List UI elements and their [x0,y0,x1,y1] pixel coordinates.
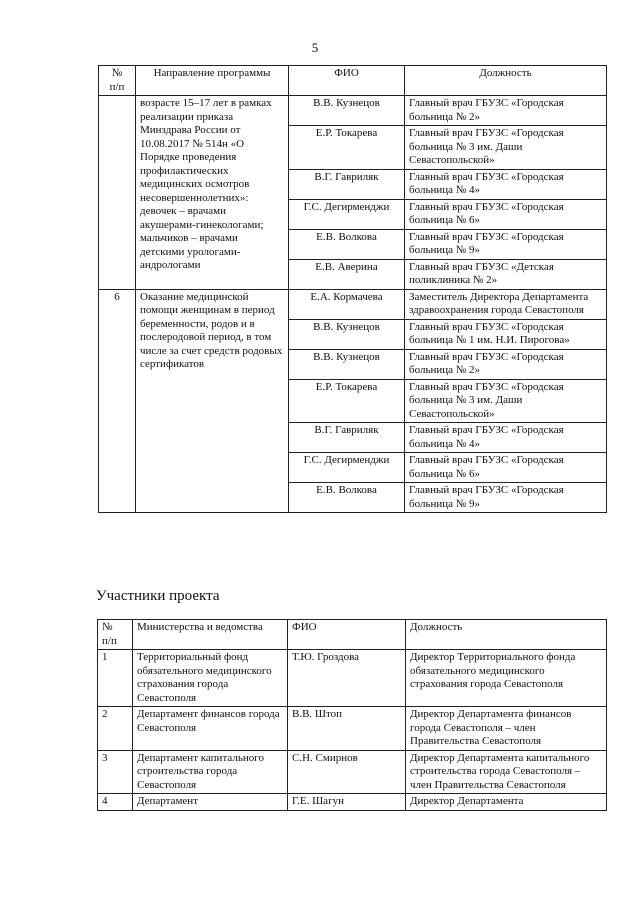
table-row [98,707,607,751]
person-fio: В.В. Кузнецов [289,319,405,349]
person-position: Главный врач ГБУЗС «Городская больница № 4» [405,169,607,199]
row-position: Директор Департамента капитального строительства города Севастополя – член Правительства Севастополя [406,750,607,794]
row-ministry: Департамент финансов города Севастополя [133,707,288,751]
header-ministry: Министерства и ведомства [133,620,288,650]
row-fio: Т.Ю. Гроздова [288,650,406,707]
header-fio: ФИО [288,620,406,650]
person-position: Главный врач ГБУЗС «Городская больница № 4» [405,423,607,453]
row-direction: Оказание медицинской помощи женщинам в период беременности, родов и в послеродовой период, в том числе за счет средств родовых сертификатов [136,289,289,513]
person-position: Главный врач ГБУЗС «Городская больница № 1 им. Н.И. Пирогова» [405,319,607,349]
person-fio: В.Г. Гавриляк [289,423,405,453]
person-position: Главный врач ГБУЗС «Городская больница № 3 им. Даши Севастопольской» [405,126,607,170]
person-fio: Г.С. Дегирменджи [289,453,405,483]
person-position: Главный врач ГБУЗС «Городская больница № 3 им. Даши Севастопольской» [405,379,607,423]
row-ministry: Территориальный фонд обязательного медицинского страхования города Севастополя [133,650,288,707]
person-fio: Е.А. Кормачева [289,289,405,319]
header-num: № п/п [99,66,136,96]
table-row [99,96,607,126]
header-position: Должность [406,620,607,650]
table-row [98,650,607,707]
header-direction: Направление программы [136,66,289,96]
row-num: 3 [98,750,133,794]
person-position: Главный врач ГБУЗС «Городская больница № 6» [405,453,607,483]
person-position: Главный врач ГБУЗС «Городская больница № 9» [405,483,607,513]
row-num: 1 [98,650,133,707]
person-position: Заместитель Директора Департамента здравоохранения города Севастополя [405,289,607,319]
row-num: 2 [98,707,133,751]
row-direction: возрасте 15–17 лет в рамках реализации приказа Минздрава России от 10.08.2017 № 514н «О Порядке проведения профилактических медицинских осмотров несовершеннолетних»: девочек – врачами акушерами-гинекологами; мальчиков – врачами детскими урологами- андрологами [136,96,289,290]
row-position: Директор Территориального фонда обязательного медицинского страхования города Севастополя [406,650,607,707]
header-fio: ФИО [289,66,405,96]
person-fio: Е.В. Волкова [289,229,405,259]
person-fio: В.В. Кузнецов [289,349,405,379]
row-num [99,96,136,290]
row-fio: Г.Е. Шагун [288,794,406,811]
person-fio: Е.В. Волкова [289,483,405,513]
participants-table [97,619,607,811]
person-position: Главный врач ГБУЗС «Детская поликлиника № 2» [405,259,607,289]
person-position: Главный врач ГБУЗС «Городская больница № 6» [405,199,607,229]
header-position: Должность [405,66,607,96]
page-number: 5 [311,40,319,55]
row-ministry: Департамент капитального строительства города Севастополя [133,750,288,794]
row-num: 6 [99,289,136,513]
person-fio: Е.В. Аверина [289,259,405,289]
table-row [99,289,607,319]
person-fio: Е.Р. Токарева [289,126,405,170]
program-table [98,65,607,513]
row-ministry: Департамент [133,794,288,811]
person-fio: Е.Р. Токарева [289,379,405,423]
person-position: Главный врач ГБУЗС «Городская больница № 2» [405,96,607,126]
person-position: Главный врач ГБУЗС «Городская больница № 2» [405,349,607,379]
row-position: Директор Департамента финансов города Севастополя – член Правительства Севастополя [406,707,607,751]
row-fio: В.В. Штоп [288,707,406,751]
row-fio: С.Н. Смирнов [288,750,406,794]
table-row [98,750,607,794]
person-fio: Г.С. Дегирменджи [289,199,405,229]
header-num: № п/п [98,620,133,650]
participants-title: Участники проекта [96,588,220,604]
table-row [98,794,607,811]
person-fio: В.В. Кузнецов [289,96,405,126]
participants-table-header [98,620,607,650]
program-table-header [99,66,607,96]
row-position: Директор Департамента [406,794,607,811]
person-fio: В.Г. Гавриляк [289,169,405,199]
person-position: Главный врач ГБУЗС «Городская больница № 9» [405,229,607,259]
row-num: 4 [98,794,133,811]
